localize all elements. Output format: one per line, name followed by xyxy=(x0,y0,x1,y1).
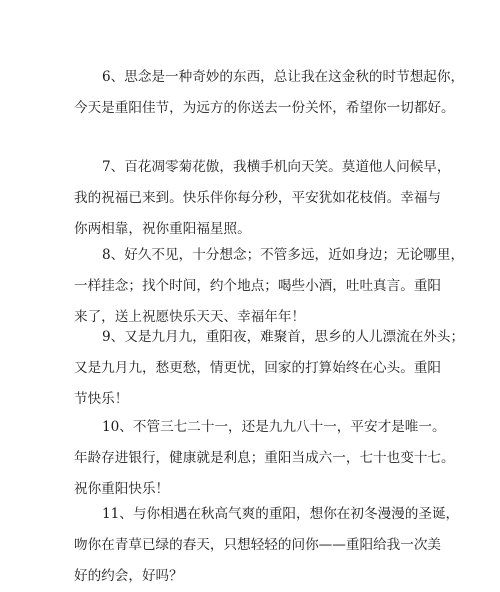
paragraph-line: 祝你重阳快乐！ xyxy=(74,481,170,497)
paragraph-line: 8、好久不见，十分想念；不管多远，近如身边；无论哪里， xyxy=(102,247,465,263)
paragraph-line: 一样挂念；找个时间，约个地点；喝些小酒，吐吐真言。重阳 xyxy=(74,278,442,294)
paragraph-line: 你两相靠，祝你重阳福星照。 xyxy=(74,221,251,237)
paragraph-line: 我的祝福已来到。快乐伴你每分秒，平安犹如花枝俏。幸福与 xyxy=(74,190,442,206)
paragraph-7 xyxy=(74,152,454,245)
paragraph-9 xyxy=(74,322,465,415)
paragraph-line: 11、与你相遇在秋高气爽的重阳，想你在初冬漫漫的圣诞， xyxy=(102,506,460,522)
paragraph-8 xyxy=(74,240,465,333)
paragraph-line: 9、又是九月九，重阳夜，难聚首，思乡的人儿漂流在外头； xyxy=(102,329,465,345)
paragraph-line: 来了，送上祝愿快乐天天、幸福年年！ xyxy=(74,309,306,325)
paragraph-line: 好的约会，好吗？ xyxy=(74,568,183,584)
paragraph-line: 6、思念是一种奇妙的东西，总让我在这金秋的时节想起你， xyxy=(102,69,465,85)
paragraph-line: 吻你在青草已绿的春天，只想轻轻的问你——重阳给我一次美 xyxy=(74,537,442,553)
paragraph-line: 节快乐！ xyxy=(74,391,129,407)
paragraph-line: 又是九月九，愁更愁，情更忧，回家的打算始终在心头。重阳 xyxy=(74,360,442,376)
paragraph-10 xyxy=(74,412,454,505)
paragraph-line: 今天是重阳佳节，为远方的你送去一份关怀，希望你一切都好。 xyxy=(74,100,455,116)
paragraph-line: 年龄存进银行，健康就是利息；重阳当成六一，七十也变十七。 xyxy=(74,450,455,466)
paragraph-6 xyxy=(74,62,465,124)
paragraph-line: 10、不管三七二十一，还是九九八十一，平安才是唯一。 xyxy=(102,419,446,435)
paragraph-line: 7、百花凋零菊花傲，我横手机向天笑。莫道他人问候早， xyxy=(102,159,451,175)
paragraph-11 xyxy=(74,499,460,592)
